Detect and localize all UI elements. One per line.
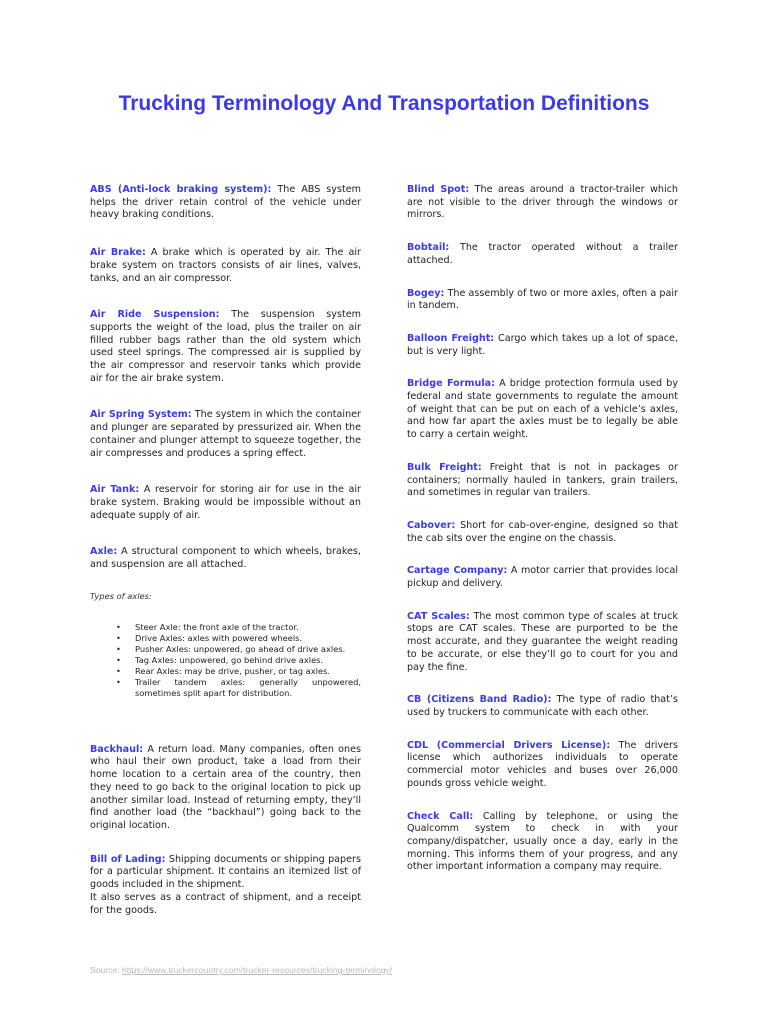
definition: A return load. Many companies, often ones who haul their own product, take a load from their home location to a certain area of the country, then they need to go back to the original location to pick up another similar load. Instead of returning empty, they’ll find another load (the “backhaul”) going back to the original location. — [90, 743, 361, 831]
source-label: Source: — [90, 965, 120, 975]
definition-blind-spot — [407, 184, 678, 222]
definition: A bridge protection formula used by federal and state governments to regulate the amount of weight that can be put on each of a vehicle’s axles, and how far apart the axles must be to legally be able to carry a certain weight. — [407, 378, 679, 441]
definition: Cargo which takes up a lot of space, but is very light. — [407, 332, 678, 357]
definition: The system in which the container and plunger are separated by pressurized air. When the container and plunger attempt to squeeze together, the air compresses and produces a spring effect. — [90, 409, 361, 459]
list-item: • Rear Axles: may be drive, pusher, or tag axles. — [116, 665, 331, 676]
term: Check Call: — [407, 810, 474, 822]
bullet-icon: • — [116, 665, 121, 676]
term: Air Tank: — [90, 484, 140, 496]
definition: A structural component to which wheels, brakes, and suspension are all attached. — [90, 546, 361, 571]
definition-backhaul — [90, 744, 361, 833]
definition-cartage-company — [407, 565, 678, 590]
definition: A brake which is operated by air. The air brake system on tractors consists of air lines, valves, tanks, and an air compressor. — [90, 247, 361, 284]
left-column — [90, 184, 361, 917]
definition-air-spring-system — [90, 409, 361, 460]
definition-abs — [90, 184, 361, 222]
term: Balloon Freight: — [407, 332, 495, 344]
bullet-icon: • — [116, 621, 121, 632]
definition: Shipping documents or shipping papers for a particular shipment. It contains an itemized list of goods included in the shipment. — [90, 853, 361, 891]
definition-bobtail — [407, 242, 678, 267]
term: Bulk Freight: — [407, 461, 482, 473]
page-title: Trucking Terminology And Transportation Definitions — [118, 92, 650, 115]
source-link[interactable]: https://www.truckercountry.com/trucker-resources/trucking-terminology/ — [122, 965, 393, 975]
definition-bill-of-lading — [90, 854, 361, 918]
right-column — [407, 184, 678, 874]
definition-air-ride-suspension — [90, 309, 361, 385]
definition: The tractor operated without a trailer attached. — [407, 242, 678, 266]
term: Air Brake: — [90, 247, 146, 259]
term: Bill of Lading: — [90, 853, 166, 865]
term: Air Ride Suspension: — [90, 309, 220, 321]
definition: The assembly of two or more axles, often a pair in tandem. — [407, 287, 678, 312]
bullet-icon: • — [116, 654, 121, 665]
term: Bridge Formula: — [407, 378, 495, 390]
definition: The type of radio that’s used by truckers to communicate with each other. — [407, 694, 678, 718]
term: Air Spring System: — [90, 409, 192, 421]
definition: A motor carrier that provides local pickup and delivery. — [407, 565, 678, 590]
term: ABS (Anti-lock braking system): — [90, 184, 272, 195]
axle-types-list — [90, 622, 361, 699]
definition-balloon-freight — [407, 333, 678, 358]
axle-types-label: Types of axles: — [90, 590, 152, 601]
term: Cartage Company: — [407, 565, 508, 577]
definition-cabover — [407, 520, 678, 545]
list-item: • Trailer tandem axles: generally unpowered, sometimes split apart for distribution. — [116, 676, 361, 698]
definition-bridge-formula — [407, 378, 678, 442]
source-footer — [90, 965, 392, 975]
definition: The suspension system supports the weight of the load, plus the trailer on air filled rubber bags rather than the old system which used steel springs. The compressed air is supplied by the air compressor and reservoir tanks which provide air for the air brake system. — [90, 309, 361, 384]
term: CB (Citizens Band Radio): — [407, 694, 552, 706]
term: Bogey: — [407, 287, 445, 299]
bullet-icon: • — [116, 632, 121, 643]
definition-check-call — [407, 811, 678, 875]
definition: Calling by telephone, or using the Qualcomm system to check in with your company/dispatcher, usually once a day, early in the morning. This informs them of your progress, and any other important information a company may require. — [407, 810, 678, 873]
definition-cat-scales — [407, 611, 678, 675]
list-item: • Drive Axles: axles with powered wheels. — [116, 632, 303, 643]
definition-air-brake — [90, 247, 361, 285]
term: CAT Scales: — [407, 610, 470, 622]
definition: The ABS system helps the driver retain control of the vehicle under heavy braking conditions. — [90, 184, 361, 221]
definition-bulk-freight — [407, 462, 678, 500]
definition-extra: It also serves as a contract of shipment, and a receipt for the goods. — [90, 891, 361, 916]
list-item: • Pusher Axles: unpowered, go ahead of drive axles. — [116, 643, 346, 654]
bullet-icon: • — [116, 676, 121, 687]
list-item: • Tag Axles: unpowered, go behind drive axles. — [116, 654, 324, 665]
term: Bobtail: — [407, 242, 450, 254]
definition-air-tank — [90, 484, 361, 522]
definition-bogey — [407, 288, 678, 313]
definition-cdl — [407, 740, 678, 791]
definition: The areas around a tractor-trailer which are not visible to the driver through the windows or mirrors. — [407, 184, 678, 221]
term: Blind Spot: — [407, 184, 470, 195]
bullet-icon: • — [116, 643, 121, 654]
definition: The drivers license which authorizes individuals to operate commercial motor vehicles and buses over 26,000 pounds gross vehicle weight. — [407, 739, 678, 789]
term: Axle: — [90, 546, 118, 558]
list-item: • Steer Axle: the front axle of the tractor. — [116, 621, 299, 632]
term: CDL (Commercial Drivers License): — [407, 739, 611, 751]
definition: Short for cab-over-engine, designed so that the cab sits over the engine on the chassis. — [407, 519, 678, 544]
definition-cb-radio — [407, 694, 678, 719]
definition-axle — [90, 546, 361, 571]
term: Backhaul: — [90, 743, 144, 755]
definition: A reservoir for storing air for use in the air brake system. Braking would be impossible without an adequate supply of air. — [90, 484, 361, 521]
term: Cabover: — [407, 519, 456, 531]
definition: Freight that is not in packages or containers; normally hauled in tankers, grain trailers, and sometimes in regular van trailers. — [407, 461, 678, 499]
definition: The most common type of scales at truck stops are CAT scales. These are purported to be the most accurate, and they guarantee the weight reading to be accurate, or else they’ll go to court for you and pay the fine. — [407, 610, 678, 673]
